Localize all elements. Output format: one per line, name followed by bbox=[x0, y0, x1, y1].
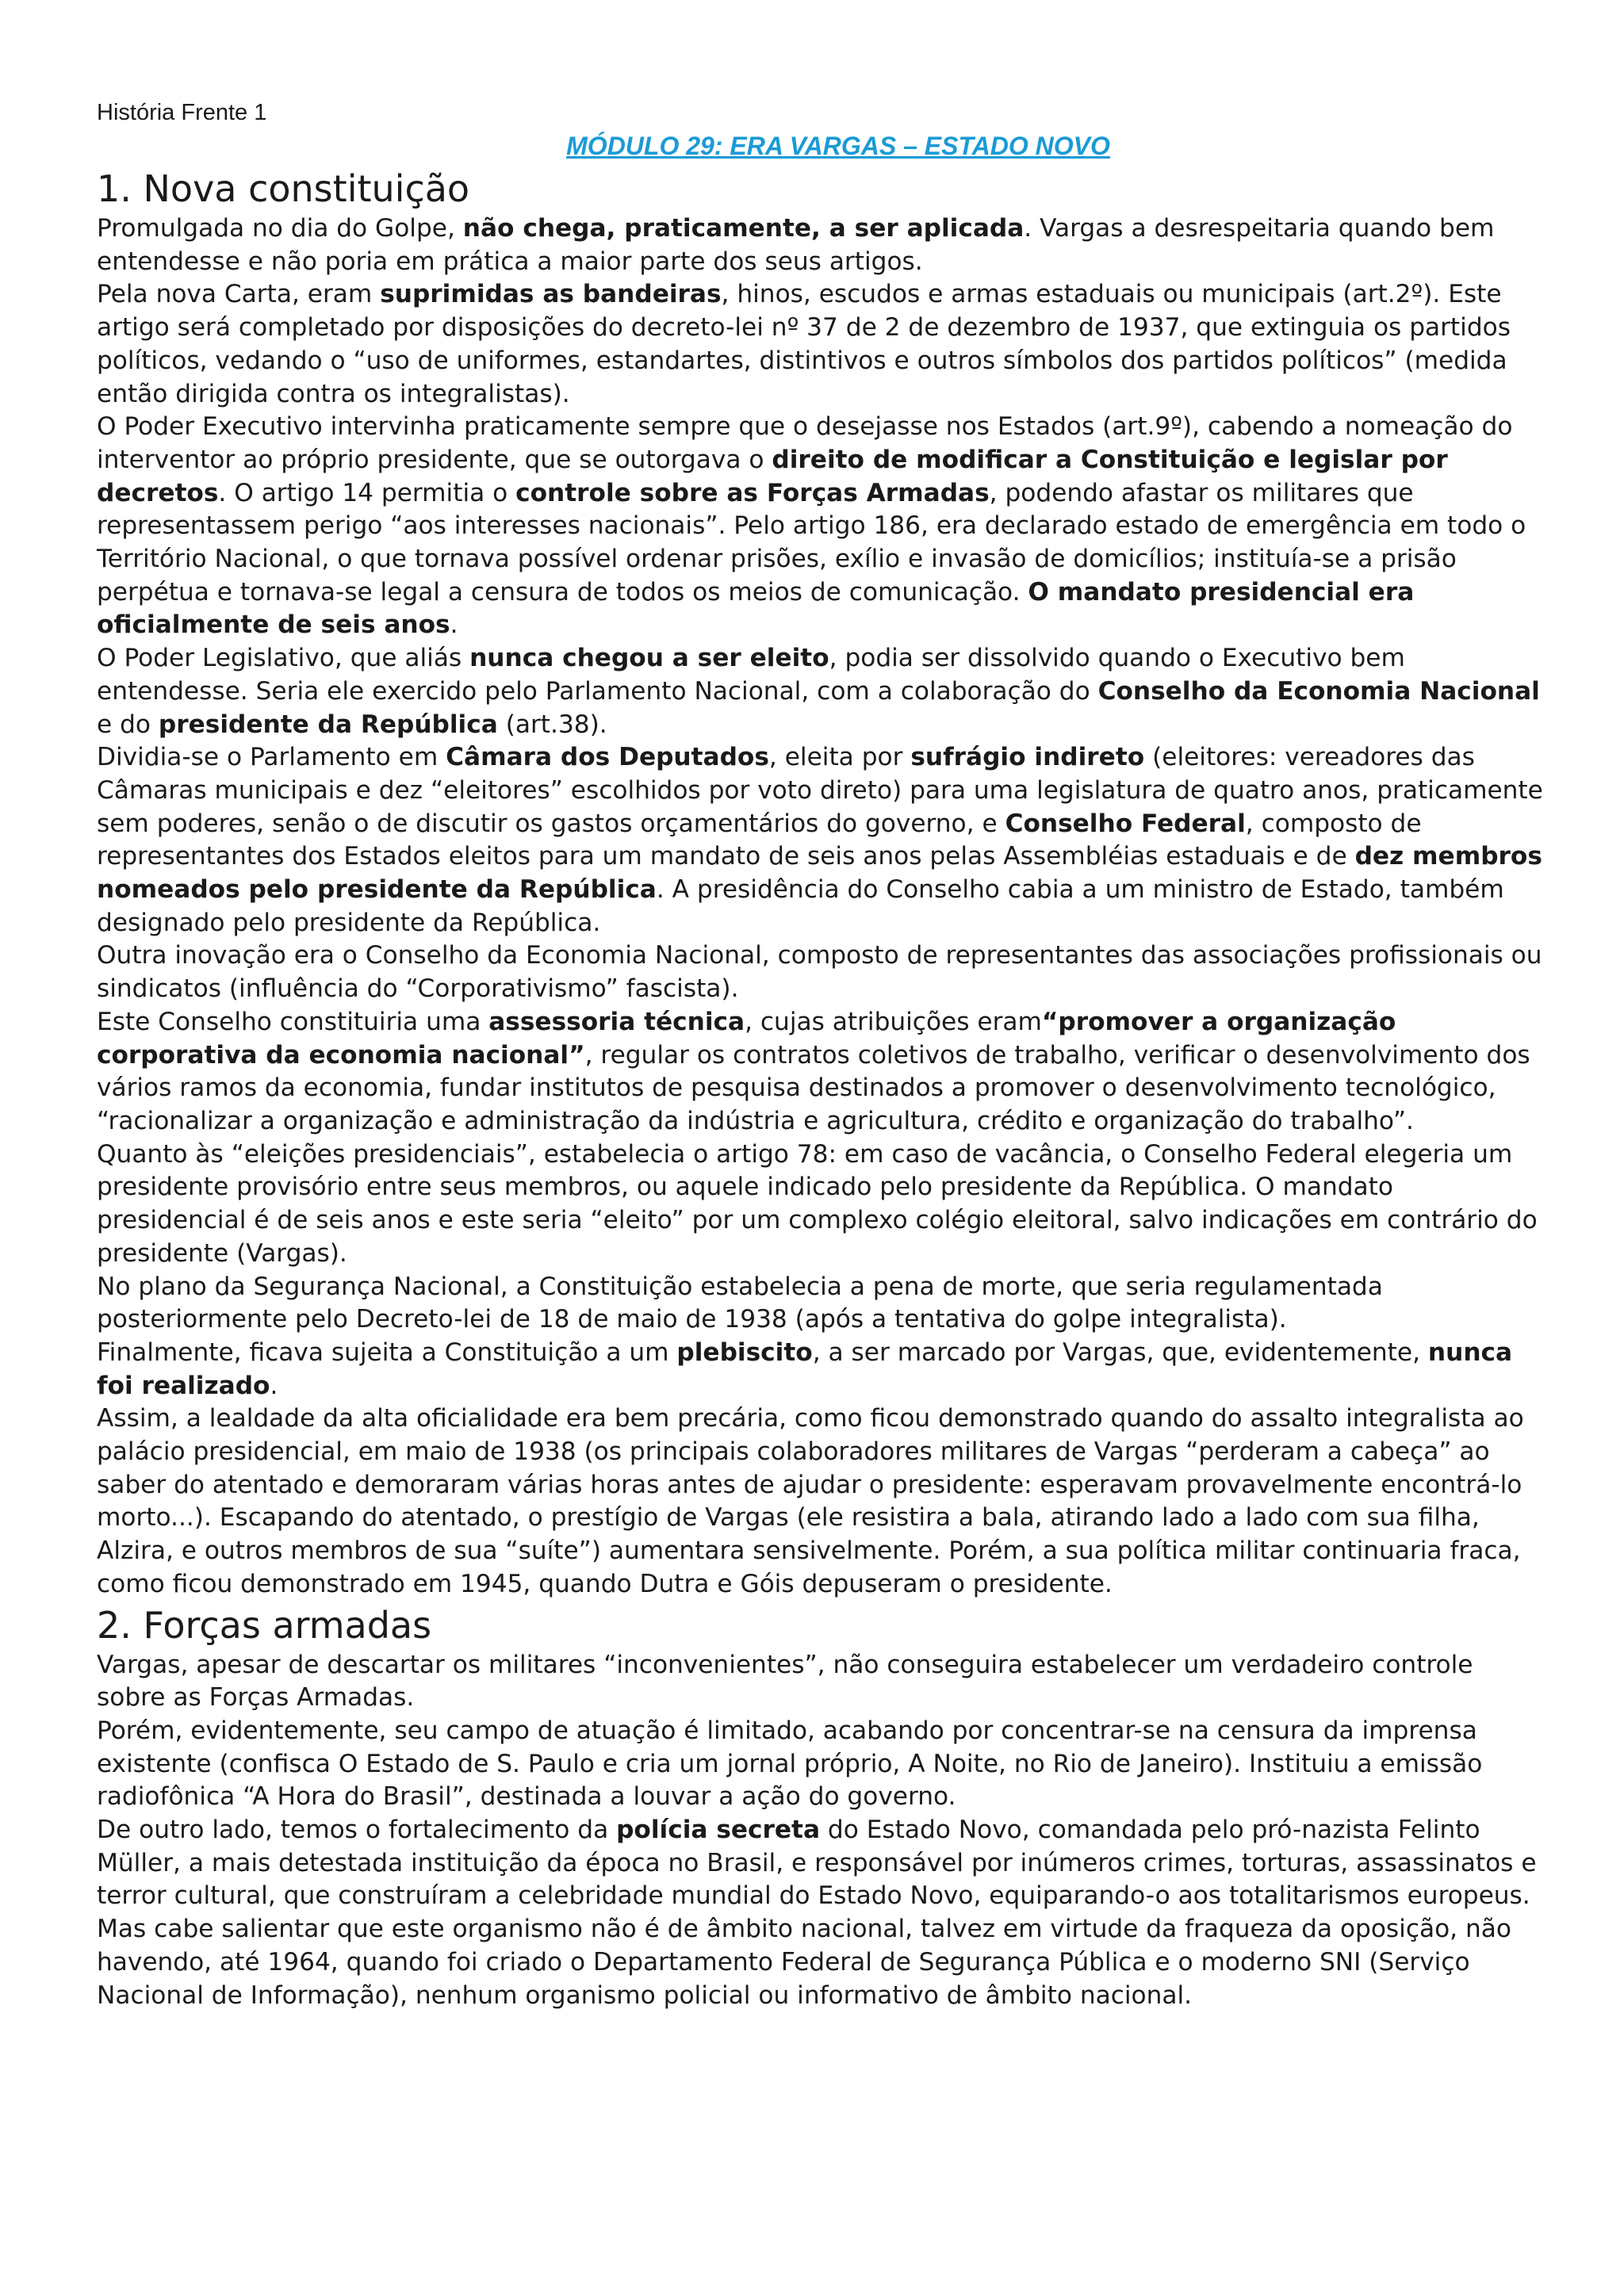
paragraph: Promulgada no dia do Golpe, não chega, praticamente, a ser aplicada. Vargas a desrespeitaria quando bem entendesse e não poria em prática a maior parte dos seus artigos. bbox=[97, 214, 1495, 276]
paragraph: Finalmente, ficava sujeita a Constituição a um plebiscito, a ser marcado por Vargas, que, evidentemente, nunca foi realizado. bbox=[97, 1337, 1513, 1400]
paragraph: Este Conselho constituiria uma assessoria técnica, cujas atribuições eram“promover a organização corporativa da economia nacional”, regular os contratos coletivos de trabalho, verificar o desenvolvimento dos vários ramos da economia, fundar institutos de pesquisa destinados a promover o desenvolvimento tecnológico, “racionalizar a organização e administração da indústria e agricultura, crédito e organização do trabalho”. bbox=[97, 1007, 1530, 1135]
section-heading-nova-constituicao: 1. Nova constituição bbox=[97, 167, 470, 210]
module-title: MÓDULO 29: ERA VARGAS – ESTADO NOVO bbox=[566, 132, 1110, 160]
paragraph: Assim, a lealdade da alta oficialidade era bem precária, como ficou demonstrado quando do assalto integralista ao palácio presidencial, em maio de 1938 (os principais colaboradores militares de Vargas “perderam a cabeça” ao saber do atentado e demoraram várias horas antes de ajudar o presidente: esperavam provavelmente encontrá-lo morto...). Escapando do atentado, o prestígio de Vargas (ele resistira a bala, atirando lado a lado com sua filha, Alzira, e outros membros de sua “suíte”) aumentara sensivelmente. Porém, a sua política militar continuaria fraca, como ficou demonstrado em 1945, quando Dutra e Góis depuseram o presidente. bbox=[97, 1404, 1524, 1598]
document-page bbox=[97, 97, 1548, 2012]
paragraph: No plano da Segurança Nacional, a Constituição estabelecia a pena de morte, que seria regulamentada posteriormente pelo Decreto-lei de 18 de maio de 1938 (após a tentativa do golpe integralista). bbox=[97, 1272, 1383, 1334]
paragraph: Quanto às “eleições presidenciais”, estabelecia o artigo 78: em caso de vacância, o Conselho Federal elegeria um presidente provisório entre seus membros, ou aquele indicado pelo presidente da República. O mandato presidencial é de seis anos e este seria “eleito” por um complexo colégio eleitoral, salvo indicações em contrário do presidente (Vargas). bbox=[97, 1139, 1538, 1268]
paragraph: De outro lado, temos o fortalecimento da polícia secreta do Estado Novo, comandada pelo pró-nazista Felinto Müller, a mais detestada instituição da época no Brasil, e responsável por inúmeros crimes, torturas, assassinatos e terror cultural, que construíram a celebridade mundial do Estado Novo, equiparando-o aos totalitarismos europeus. bbox=[97, 1816, 1537, 1911]
paragraph: Porém, evidentemente, seu campo de atuação é limitado, acabando por concentrar-se na censura da imprensa existente (confisca O Estado de S. Paulo e cria um jornal próprio, A Noite, no Rio de Janeiro). Instituiu a emissão radiofônica “A Hora do Brasil”, destinada a louvar a ação do governo. bbox=[97, 1716, 1483, 1812]
course-header: História Frente 1 bbox=[97, 100, 267, 125]
paragraph: Vargas, apesar de descartar os militares “inconvenientes”, não conseguira estabelecer um verdadeiro controle sobre as Forças Armadas. bbox=[97, 1650, 1473, 1712]
paragraph: Outra inovação era o Conselho da Economia Nacional, composto de representantes das associações profissionais ou sindicatos (influência do “Corporativismo” fascista). bbox=[97, 941, 1542, 1004]
paragraph: O Poder Executivo intervinha praticamente sempre que o desejasse nos Estados (art.9º), cabendo a nomeação do interventor ao próprio presidente, que se outorgava o direito de modificar a Constituição e legislar por decretos. O artigo 14 permitia o controle sobre as Forças Armadas, podendo afastar os militares que representassem perigo “aos interesses nacionais”. Pelo artigo 186, era declarado estado de emergência em todo o Território Nacional, o que tornava possível ordenar prisões, exílio e invasão de domicílios; instituía-se a prisão perpétua e tornava-se legal a censura de todos os meios de comunicação. O mandato presidencial era oficialmente de seis anos. bbox=[97, 412, 1526, 640]
paragraph: Dividia-se o Parlamento em Câmara dos Deputados, eleita por sufrágio indireto (eleitores: vereadores das Câmaras municipais e dez “eleitores” escolhidos por voto direto) para uma legislatura de quatro anos, praticamente sem poderes, senão o de discutir os gastos orçamentários do governo, e Conselho Federal, composto de representantes dos Estados eleitos para um mandato de seis anos pelas Assembléias estaduais e de dez membros nomeados pelo presidente da República. A presidência do Conselho cabia a um ministro de Estado, também designado pelo presidente da República. bbox=[97, 743, 1543, 937]
paragraph: O Poder Legislativo, que aliás nunca chegou a ser eleito, podia ser dissolvido quando o Executivo bem entendesse. Seria ele exercido pelo Parlamento Nacional, com a colaboração do Conselho da Economia Nacional e do presidente da República (art.38). bbox=[97, 644, 1540, 739]
paragraph: Mas cabe salientar que este organismo não é de âmbito nacional, talvez em virtude da fraqueza da oposição, não havendo, até 1964, quando foi criado o Departamento Federal de Segurança Pública e o moderno SNI (Serviço Nacional de Informação), nenhum organismo policial ou informativo de âmbito nacional. bbox=[97, 1915, 1511, 2010]
section-heading-forcas-armadas: 2. Forças armadas bbox=[97, 1603, 432, 1647]
paragraph: Pela nova Carta, eram suprimidas as bandeiras, hinos, escudos e armas estaduais ou municipais (art.2º). Este artigo será completado por disposições do decreto-lei nº 37 de 2 de dezembro de 1937, que extinguia os partidos políticos, vedando o “uso de uniformes, estandartes, distintivos e outros símbolos dos partidos políticos” (medida então dirigida contra os integralistas). bbox=[97, 280, 1511, 408]
